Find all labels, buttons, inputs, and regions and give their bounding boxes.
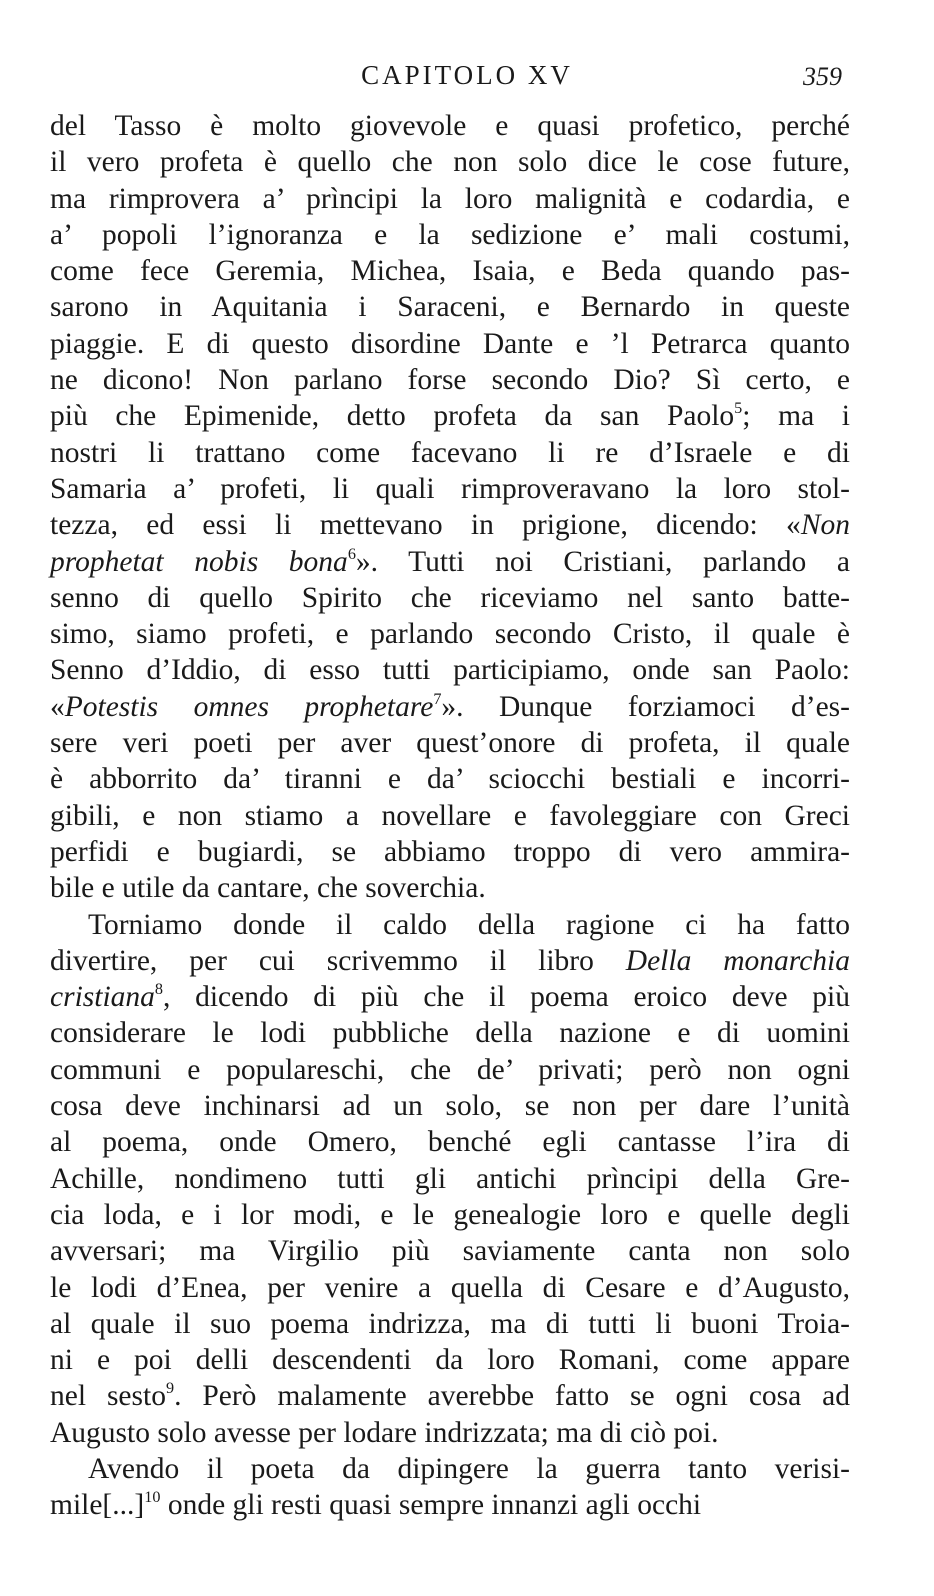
text-line [50,435,850,471]
text-line [50,689,850,725]
text-segment: onde gli resti quasi sempre innanzi agli occhi [160,1489,702,1522]
text-segment: prophetat nobis bona [50,545,348,578]
text-line [50,544,850,580]
text-segment: mile[...] [50,1489,145,1522]
text-line [50,834,850,870]
text-segment: il vero profeta è quello che non solo dice le cose future, [50,146,850,179]
text-segment: gibili, e non stiamo a novellare e favoleggiare con Greci [50,799,850,832]
text-segment: del Tasso è molto giovevole e quasi profetico, perché [50,110,850,142]
text-segment: sarono in Aquitania i Saraceni, e Bernardo in queste [50,291,850,324]
text-segment: Avendo il poeta da dipingere la guerra tanto verisi- [88,1452,850,1485]
text-segment: perfidi e bugiardi, se abbiamo troppo di vero ammira- [50,835,850,868]
footnote-marker: 9 [165,1379,175,1398]
text-line [50,1415,850,1451]
text-line [50,398,850,434]
text-line [50,362,850,398]
text-segment: Achille, nondimeno tutti gli antichi prìncipi della Gre- [50,1162,850,1195]
text-segment: Torniamo donde il caldo della ragione ci ha fatto [88,908,850,941]
text-segment: piaggie. E di questo disordine Dante e ’l Petrarca quanto [50,327,850,360]
text-segment: sere veri poeti per aver quest’onore di profeta, il quale [50,727,850,760]
text-line [50,181,850,217]
text-line [50,616,850,652]
text-line [50,217,850,253]
text-segment: ma rimprovera a’ prìncipi la loro malignità e codardia, e [50,182,850,215]
text-segment: ni e poi delli descendenti da loro Romani, come appare [50,1344,850,1377]
text-segment: Potestis omnes prophetare [64,690,434,723]
footnote-marker: 8 [154,979,164,998]
text-segment: Non [800,509,850,542]
text-segment: al quale il suo poema indrizza, ma di tutti li buoni Troia- [50,1307,850,1340]
text-line [50,1052,850,1088]
text-line [50,1378,850,1414]
text-segment: più che Epimenide, detto profeta da san Paolo [50,400,735,433]
text-segment: Senno d’Iddio, di esso tutti participiamo, onde san Paolo: [50,654,850,687]
text-segment: divertire, per cui scrivemmo il libro [50,944,626,977]
text-segment: Della monarchia [625,944,850,977]
text-segment: Augusto solo avesse per lodare indrizzata; ma di ciò poi. [50,1416,719,1449]
text-segment: a’ popoli l’ignoranza e la sedizione e’ mali costumi, [50,218,850,251]
text-line [50,1270,850,1306]
footnote-marker: 10 [144,1488,161,1507]
text-segment: al poema, onde Omero, benché egli cantasse l’ira di [50,1126,850,1159]
text-segment: cristiana [50,981,155,1014]
text-line [50,1306,850,1342]
text-segment: è abborrito da’ tiranni e da’ sciocchi bestiali e incorri- [50,763,850,796]
page-header [0,60,934,96]
text-line [50,1124,850,1160]
text-line [50,326,850,362]
text-segment: bile e utile da cantare, che soverchia. [50,872,486,905]
text-segment: nostri li trattano come facevano li re d’Israele e di [50,436,850,469]
text-line [50,1161,850,1197]
text-line [50,1487,850,1523]
footnote-marker: 7 [433,689,442,708]
text-line [50,144,850,180]
text-segment: ». Dunque forziamoci d’es- [441,690,850,723]
text-line [50,471,850,507]
body-text [50,108,850,1524]
text-line [50,1342,850,1378]
text-segment: Samaria a’ profeti, li quali rimproveravano la loro stol- [50,472,850,505]
text-segment: tezza, ed essi li mettevano in prigione, dicendo: « [50,509,801,542]
text-line [50,907,850,943]
text-line [50,979,850,1015]
text-segment: le lodi d’Enea, per venire a quella di Cesare e d’Augusto, [50,1271,850,1304]
text-line [50,652,850,688]
text-segment: simo, siamo profeti, e parlando secondo Cristo, il quale è [50,618,850,651]
text-line [50,507,850,543]
text-segment: communi e populareschi, che de’ privati; però non ogni [50,1053,850,1086]
page-number: 359 [803,62,842,91]
text-line [50,725,850,761]
text-segment: cia loda, e i lor modi, e le genealogie loro e quelle degli [50,1198,850,1231]
text-line [50,870,850,906]
text-line [50,1197,850,1233]
text-line [50,289,850,325]
text-line [50,108,850,144]
text-line [50,1088,850,1124]
text-line [50,1233,850,1269]
text-line [50,253,850,289]
text-segment: ; ma i [742,400,850,433]
text-segment: « [50,690,65,723]
text-segment: considerare le lodi pubbliche della nazione e di uomini [50,1017,850,1050]
footnote-marker: 6 [347,544,356,563]
running-title: CAPITOLO XV [361,60,573,90]
text-line [50,761,850,797]
text-segment: , dicendo di più che il poema eroico deve più [163,981,850,1014]
text-segment: come fece Geremia, Michea, Isaia, e Beda quando pas- [50,255,850,288]
text-line [50,1451,850,1487]
text-segment: . Però malamente averebbe fatto se ogni cosa ad [174,1380,850,1413]
text-segment: cosa deve inchinarsi ad un solo, se non per dare l’unità [50,1090,850,1123]
text-line [50,1015,850,1051]
text-line [50,798,850,834]
text-segment: senno di quello Spirito che riceviamo nel santo batte- [50,581,850,614]
text-segment: nel sesto [50,1380,166,1413]
text-line [50,943,850,979]
text-segment: ». Tutti noi Cristiani, parlando a [355,545,850,578]
text-segment: avversari; ma Virgilio più saviamente canta non solo [50,1235,850,1268]
footnote-marker: 5 [734,399,743,418]
text-line [50,580,850,616]
text-segment: ne dicono! Non parlano forse secondo Dio? Sì certo, e [50,364,850,397]
